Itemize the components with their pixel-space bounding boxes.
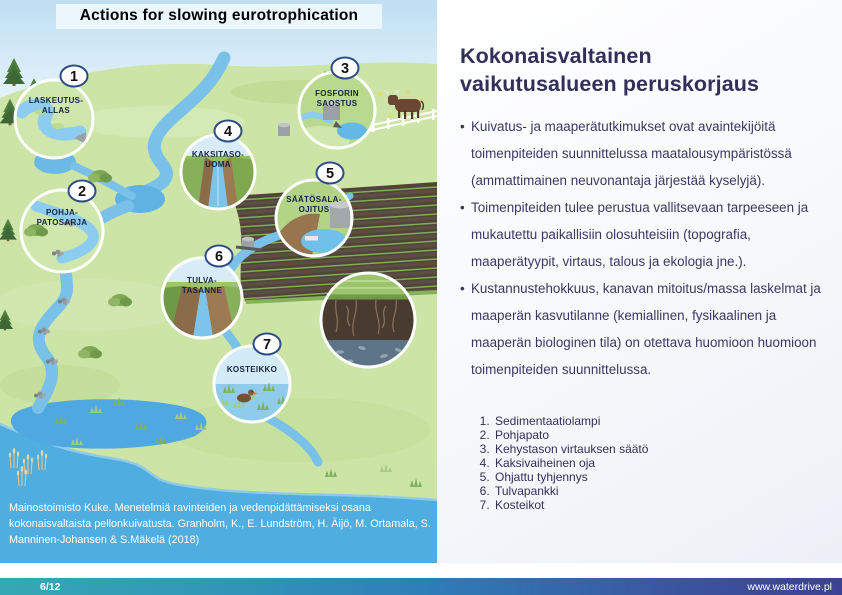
svg-text:ALLAS: ALLAS	[41, 106, 71, 115]
bullet-item: • Kustannustehokkuus, kanavan mitoitus/massa laskelmat ja maaperän kasvutilanne (kemiallinen, fysikaalinen ja maaperän biologinen tila) on otettava huomioon huomioon toimenpiteiden suunnittelussa.	[460, 275, 832, 383]
attribution-text: Mainostoimisto Kuke. Menetelmiä ravinteiden ja vedenpidättämiseksi osana kokonaisvaltaista pellonkuivatusta. Granholm, K., E. Lundström, H. Äijö, M. Ortamala, S. Manninen-Johansen & S.Mäkelä (2018)	[9, 502, 431, 547]
svg-text:2: 2	[77, 184, 87, 200]
marker-circle-4	[181, 135, 255, 209]
legend-item: 5. Ohjattu tyhjennys	[493, 470, 823, 484]
content-panel	[437, 0, 842, 563]
legend-item: 7. Kosteikot	[493, 498, 823, 512]
marker-label-6: TULVA-	[187, 276, 217, 285]
page-number: 6/12	[40, 580, 61, 593]
website-url[interactable]: www.waterdrive.pl	[747, 580, 832, 593]
svg-text:PATOSARJA: PATOSARJA	[36, 218, 88, 227]
bullet-item: • Toimenpiteiden tulee perustua vallitsevaan tarpeeseen ja mukautettu paikallisiin olosuhteisiin (topografia, maaperätyypit, virtaus, talous ja ekologia jne.).	[460, 194, 832, 275]
marker-badge-5	[317, 163, 344, 184]
marker-badge-2	[69, 181, 96, 202]
legend-list	[437, 414, 823, 513]
marker-circle-6	[162, 258, 242, 338]
svg-text:SAOSTUS: SAOSTUS	[316, 99, 358, 108]
bullet-item: • Kuivatus- ja maaperätutkimukset ovat avaintekijöitä toimenpiteiden suunnittelussa maatalousympäristössä (ammattimainen neuvonantaja järjestää kyselyjä).	[460, 113, 832, 194]
marker-label-7: KOSTEIKKO	[226, 365, 278, 374]
marker-circle-7	[214, 346, 290, 422]
legend-item: 1. Sedimentaatiolampi	[493, 414, 823, 428]
marker-label-4: KAKSITASO-	[191, 150, 245, 159]
page-title: Kokonaisvaltainen vaikutusalueen peruskorjaus	[460, 44, 760, 97]
marker-badge-4	[215, 121, 242, 142]
marker-badge-1	[61, 66, 88, 87]
svg-text:6: 6	[214, 249, 224, 265]
svg-text:TASANNE: TASANNE	[181, 286, 223, 295]
svg-text:1: 1	[69, 69, 79, 85]
svg-text:5: 5	[325, 166, 335, 182]
marker-label-5: SÄÄTÖSALA-	[286, 195, 342, 204]
svg-text:OJITUS: OJITUS	[298, 205, 330, 214]
svg-text:7: 7	[262, 337, 272, 353]
legend-item: 3. Kehystason virtauksen säätö	[493, 442, 823, 456]
catchment-illustration	[0, 0, 437, 563]
footer-bar	[0, 578, 842, 595]
svg-text:3: 3	[340, 61, 350, 77]
soil-cross-section-circle	[321, 273, 415, 367]
legend-item: 4. Kaksivaiheinen oja	[493, 456, 823, 470]
marker-label-3: FOSFORIN	[315, 89, 359, 98]
svg-text:4: 4	[223, 124, 233, 140]
legend-item: 6. Tulvapankki	[493, 484, 823, 498]
marker-badge-6	[206, 246, 233, 267]
marker-label-1: LASKEUTUS-	[28, 96, 84, 105]
bullet-list	[460, 113, 832, 384]
svg-text:UOMA: UOMA	[205, 160, 231, 169]
illustration-panel	[0, 0, 437, 563]
marker-label-2: POHJA-	[45, 208, 79, 217]
legend-item: 2. Pohjapato	[493, 428, 823, 442]
marker-badge-7	[254, 334, 281, 355]
marker-badge-3	[332, 58, 359, 79]
illustration-title: Actions for slowing eurotrophication	[56, 4, 382, 29]
